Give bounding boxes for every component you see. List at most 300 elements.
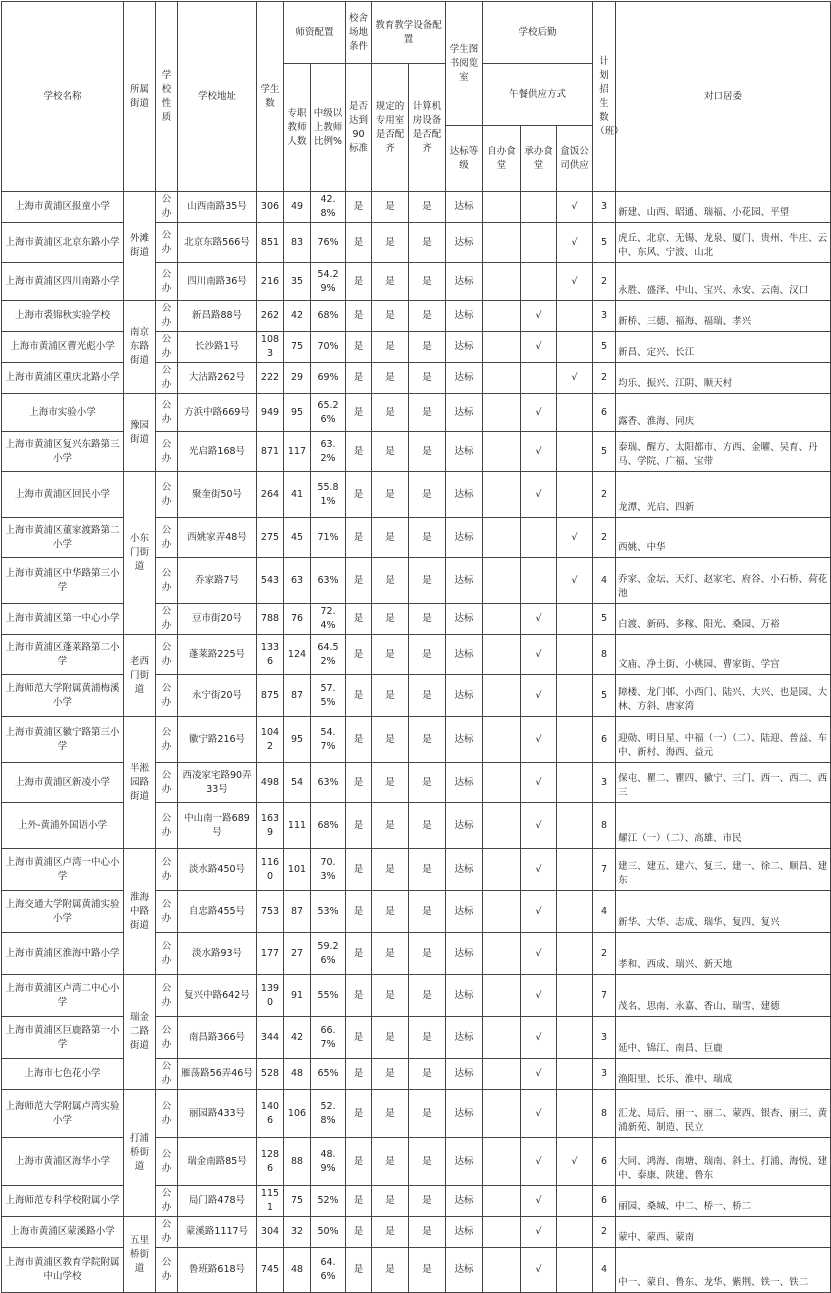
header-plan: 计划招生数（班）: [593, 2, 616, 192]
rooms-cell: 是: [372, 635, 409, 675]
nature-cell: 公办: [156, 1138, 178, 1186]
school-name-cell: 上海市黄浦区蓬莱路第二小学: [2, 635, 124, 675]
zone-cell: 蒙中、蒙西、蒙南: [616, 1217, 831, 1248]
computer-cell: 是: [409, 1186, 446, 1217]
box-cell: [557, 803, 593, 849]
contract-cell: √: [521, 803, 557, 849]
box-cell: [557, 1186, 593, 1217]
address-cell: 鲁班路618号: [178, 1248, 257, 1293]
address-cell: 山西南路35号: [178, 192, 257, 223]
zone-cell: 大同、鸿海、南塘、瑞南、斜土、打浦、海悦、建中、泰康、陕建、鲁东: [616, 1138, 831, 1186]
rooms-cell: 是: [372, 1138, 409, 1186]
table-body: [2, 192, 831, 1293]
site-cell: 是: [346, 1186, 372, 1217]
rooms-cell: 是: [372, 849, 409, 891]
district-cell: 豫园街道: [124, 394, 156, 472]
students-cell: 304: [257, 1217, 284, 1248]
zone-cell: 虎丘、北京、无锡、龙泉、厦门、贵州、牛庄、云中、东风、宁波、山北: [616, 223, 831, 263]
box-cell: [557, 1217, 593, 1248]
staff-cell: 87: [284, 891, 311, 933]
nature-cell: 公办: [156, 975, 178, 1017]
self-cell: [483, 717, 521, 763]
staff-cell: 42: [284, 301, 311, 332]
nature-cell: 公办: [156, 933, 178, 975]
contract-cell: √: [521, 472, 557, 518]
computer-cell: 是: [409, 472, 446, 518]
header-site: 校舍场地条件: [346, 2, 372, 64]
header-district: 所属街道: [124, 2, 156, 192]
staff-cell: 27: [284, 933, 311, 975]
plan-cell: 5: [593, 223, 616, 263]
address-cell: 大沽路262号: [178, 363, 257, 394]
plan-cell: 5: [593, 675, 616, 717]
school-name-cell: 上海市黄浦区四川南路小学: [2, 263, 124, 301]
ratio-cell: 55.81%: [311, 472, 346, 518]
staff-cell: 48: [284, 1248, 311, 1293]
district-cell: 五里桥街道: [124, 1217, 156, 1293]
zone-cell: 中一、蒙自、鲁东、龙华、紫荆、铁一、铁二: [616, 1248, 831, 1293]
contract-cell: [521, 518, 557, 558]
table-row: [2, 975, 831, 1017]
zone-cell: 延中、锦江、南昌、巨鹿: [616, 1017, 831, 1059]
address-cell: 自忠路455号: [178, 891, 257, 933]
students-cell: 222: [257, 363, 284, 394]
district-cell: 南京东路街道: [124, 301, 156, 394]
computer-cell: 是: [409, 192, 446, 223]
library-cell: 达标: [446, 891, 483, 933]
ratio-cell: 57.5%: [311, 675, 346, 717]
school-name-cell: 上海市黄浦区报童小学: [2, 192, 124, 223]
self-cell: [483, 1248, 521, 1293]
library-cell: 达标: [446, 1090, 483, 1138]
library-cell: 达标: [446, 518, 483, 558]
header-zone: 对口居委: [616, 2, 831, 192]
site-cell: 是: [346, 1248, 372, 1293]
school-name-cell: 上海市黄浦区卢湾二中心小学: [2, 975, 124, 1017]
header-address: 学校地址: [178, 2, 257, 192]
ratio-cell: 68%: [311, 803, 346, 849]
rooms-cell: 是: [372, 518, 409, 558]
contract-cell: [521, 263, 557, 301]
box-cell: √: [557, 558, 593, 604]
box-cell: [557, 1017, 593, 1059]
school-name-cell: 上海市黄浦区徽宁路第三小学: [2, 717, 124, 763]
box-cell: [557, 891, 593, 933]
school-name-cell: 上海市黄浦区董家渡路第二小学: [2, 518, 124, 558]
zone-cell: 建三、建五、建六、复三、建一、徐二、顺昌、建东: [616, 849, 831, 891]
plan-cell: 2: [593, 363, 616, 394]
computer-cell: 是: [409, 635, 446, 675]
nature-cell: 公办: [156, 558, 178, 604]
ratio-cell: 53%: [311, 891, 346, 933]
staff-cell: 76: [284, 604, 311, 635]
nature-cell: 公办: [156, 518, 178, 558]
library-cell: 达标: [446, 1017, 483, 1059]
district-cell: 淮海中路街道: [124, 849, 156, 975]
students-cell: 753: [257, 891, 284, 933]
plan-cell: 8: [593, 1090, 616, 1138]
rooms-cell: 是: [372, 332, 409, 363]
ratio-cell: 72.4%: [311, 604, 346, 635]
computer-cell: 是: [409, 1059, 446, 1090]
address-cell: 蒙溪路1117号: [178, 1217, 257, 1248]
plan-cell: 6: [593, 394, 616, 432]
nature-cell: 公办: [156, 1017, 178, 1059]
plan-cell: 8: [593, 635, 616, 675]
nature-cell: 公办: [156, 192, 178, 223]
library-cell: 达标: [446, 1138, 483, 1186]
contract-cell: √: [521, 332, 557, 363]
district-cell: 打浦桥街道: [124, 1090, 156, 1217]
staff-cell: 124: [284, 635, 311, 675]
header-students: 学生数: [257, 2, 284, 192]
staff-cell: 54: [284, 763, 311, 803]
rooms-cell: 是: [372, 558, 409, 604]
header-equip-rooms: 规定的专用室是否配齐: [372, 64, 409, 192]
library-cell: 达标: [446, 472, 483, 518]
site-cell: 是: [346, 301, 372, 332]
school-name-cell: 上海市黄浦区卢湾一中心小学: [2, 849, 124, 891]
self-cell: [483, 933, 521, 975]
staff-cell: 88: [284, 1138, 311, 1186]
computer-cell: 是: [409, 363, 446, 394]
plan-cell: 2: [593, 263, 616, 301]
address-cell: 局门路478号: [178, 1186, 257, 1217]
plan-cell: 3: [593, 1017, 616, 1059]
library-cell: 达标: [446, 558, 483, 604]
computer-cell: 是: [409, 432, 446, 472]
box-cell: [557, 1059, 593, 1090]
library-cell: 达标: [446, 675, 483, 717]
zone-cell: 龙潭、光启、四新: [616, 472, 831, 518]
rooms-cell: 是: [372, 472, 409, 518]
library-cell: 达标: [446, 1186, 483, 1217]
nature-cell: 公办: [156, 763, 178, 803]
students-cell: 1406: [257, 1090, 284, 1138]
zone-cell: 新桥、三德、福海、福瑞、孝兴: [616, 301, 831, 332]
plan-cell: 3: [593, 301, 616, 332]
rooms-cell: 是: [372, 223, 409, 263]
students-cell: 1083: [257, 332, 284, 363]
address-cell: 新昌路88号: [178, 301, 257, 332]
library-cell: 达标: [446, 849, 483, 891]
school-name-cell: 上海师范大学附属黄浦梅溪小学: [2, 675, 124, 717]
site-cell: 是: [346, 263, 372, 301]
computer-cell: 是: [409, 1217, 446, 1248]
site-cell: 是: [346, 363, 372, 394]
students-cell: 949: [257, 394, 284, 432]
header-lunch-contract: 承办食堂: [521, 126, 557, 192]
library-cell: 达标: [446, 1059, 483, 1090]
plan-cell: 4: [593, 891, 616, 933]
plan-cell: 3: [593, 1059, 616, 1090]
plan-cell: 6: [593, 1138, 616, 1186]
header-lunch-box: 盒饭公司供应: [557, 126, 593, 192]
school-name-cell: 上海市黄浦区北京东路小学: [2, 223, 124, 263]
address-cell: 西凌家宅路90弄33号: [178, 763, 257, 803]
students-cell: 745: [257, 1248, 284, 1293]
staff-cell: 101: [284, 849, 311, 891]
site-cell: 是: [346, 1090, 372, 1138]
self-cell: [483, 1059, 521, 1090]
site-cell: 是: [346, 1217, 372, 1248]
ratio-cell: 54.7%: [311, 717, 346, 763]
computer-cell: 是: [409, 394, 446, 432]
box-cell: [557, 717, 593, 763]
library-cell: 达标: [446, 363, 483, 394]
box-cell: √: [557, 363, 593, 394]
contract-cell: √: [521, 301, 557, 332]
contract-cell: [521, 558, 557, 604]
computer-cell: 是: [409, 223, 446, 263]
computer-cell: 是: [409, 558, 446, 604]
staff-cell: 95: [284, 717, 311, 763]
box-cell: [557, 472, 593, 518]
school-name-cell: 上海市黄浦区蒙溪路小学: [2, 1217, 124, 1248]
contract-cell: [521, 192, 557, 223]
ratio-cell: 63%: [311, 558, 346, 604]
table-row: [2, 635, 831, 675]
computer-cell: 是: [409, 1138, 446, 1186]
students-cell: 264: [257, 472, 284, 518]
staff-cell: 75: [284, 1186, 311, 1217]
site-cell: 是: [346, 675, 372, 717]
nature-cell: 公办: [156, 717, 178, 763]
plan-cell: 5: [593, 604, 616, 635]
table-row: [2, 472, 831, 518]
computer-cell: 是: [409, 301, 446, 332]
school-name-cell: 上海师范大学附属卢湾实验小学: [2, 1090, 124, 1138]
box-cell: [557, 933, 593, 975]
ratio-cell: 59.26%: [311, 933, 346, 975]
ratio-cell: 68%: [311, 301, 346, 332]
header-lunch: 午餐供应方式: [483, 64, 593, 126]
ratio-cell: 63.2%: [311, 432, 346, 472]
site-cell: 是: [346, 1138, 372, 1186]
contract-cell: √: [521, 1186, 557, 1217]
site-cell: 是: [346, 717, 372, 763]
address-cell: 淡水路450号: [178, 849, 257, 891]
header-site-sub: 是否达到90标准: [346, 64, 372, 192]
rooms-cell: 是: [372, 933, 409, 975]
header-staff: 师资配置: [284, 2, 346, 64]
computer-cell: 是: [409, 1017, 446, 1059]
address-cell: 豆市街20号: [178, 604, 257, 635]
staff-cell: 87: [284, 675, 311, 717]
nature-cell: 公办: [156, 1090, 178, 1138]
plan-cell: 3: [593, 763, 616, 803]
self-cell: [483, 432, 521, 472]
self-cell: [483, 849, 521, 891]
ratio-cell: 54.29%: [311, 263, 346, 301]
self-cell: [483, 975, 521, 1017]
contract-cell: √: [521, 717, 557, 763]
self-cell: [483, 192, 521, 223]
site-cell: 是: [346, 472, 372, 518]
box-cell: [557, 1090, 593, 1138]
library-cell: 达标: [446, 263, 483, 301]
zone-cell: 新华、大华、志成、瑞华、复四、复兴: [616, 891, 831, 933]
site-cell: 是: [346, 1017, 372, 1059]
rooms-cell: 是: [372, 301, 409, 332]
staff-cell: 117: [284, 432, 311, 472]
rooms-cell: 是: [372, 1090, 409, 1138]
district-cell: 瑞金二路街道: [124, 975, 156, 1090]
school-name-cell: 上海交通大学附属黄浦实验小学: [2, 891, 124, 933]
self-cell: [483, 518, 521, 558]
ratio-cell: 63%: [311, 763, 346, 803]
computer-cell: 是: [409, 675, 446, 717]
box-cell: √: [557, 223, 593, 263]
box-cell: [557, 1248, 593, 1293]
address-cell: 乔家路7号: [178, 558, 257, 604]
staff-cell: 106: [284, 1090, 311, 1138]
header-name: 学校名称: [2, 2, 124, 192]
rooms-cell: 是: [372, 803, 409, 849]
staff-cell: 49: [284, 192, 311, 223]
ratio-cell: 55%: [311, 975, 346, 1017]
address-cell: 雁荡路56弄46号: [178, 1059, 257, 1090]
students-cell: 177: [257, 933, 284, 975]
site-cell: 是: [346, 604, 372, 635]
site-cell: 是: [346, 763, 372, 803]
nature-cell: 公办: [156, 332, 178, 363]
plan-cell: 2: [593, 472, 616, 518]
box-cell: √: [557, 518, 593, 558]
library-cell: 达标: [446, 301, 483, 332]
self-cell: [483, 363, 521, 394]
rooms-cell: 是: [372, 394, 409, 432]
staff-cell: 29: [284, 363, 311, 394]
school-name-cell: 上海市七色花小学: [2, 1059, 124, 1090]
contract-cell: √: [521, 975, 557, 1017]
library-cell: 达标: [446, 975, 483, 1017]
students-cell: 1639: [257, 803, 284, 849]
rooms-cell: 是: [372, 717, 409, 763]
students-cell: 1336: [257, 635, 284, 675]
school-name-cell: 上海市黄浦区教育学院附属中山学校: [2, 1248, 124, 1293]
zone-cell: 耀江（一）（二）、高雄、市民: [616, 803, 831, 849]
table-row: [2, 394, 831, 432]
self-cell: [483, 301, 521, 332]
address-cell: 北京东路566号: [178, 223, 257, 263]
zone-cell: 露香、淮海、同庆: [616, 394, 831, 432]
self-cell: [483, 891, 521, 933]
plan-cell: 6: [593, 717, 616, 763]
computer-cell: 是: [409, 1090, 446, 1138]
nature-cell: 公办: [156, 849, 178, 891]
contract-cell: √: [521, 1090, 557, 1138]
ratio-cell: 65.26%: [311, 394, 346, 432]
contract-cell: √: [521, 604, 557, 635]
computer-cell: 是: [409, 717, 446, 763]
box-cell: √: [557, 1138, 593, 1186]
site-cell: 是: [346, 635, 372, 675]
site-cell: 是: [346, 933, 372, 975]
table-row: [2, 192, 831, 223]
nature-cell: 公办: [156, 1059, 178, 1090]
self-cell: [483, 763, 521, 803]
students-cell: 528: [257, 1059, 284, 1090]
contract-cell: √: [521, 1248, 557, 1293]
school-name-cell: 上海市黄浦区曹光彪小学: [2, 332, 124, 363]
table-row: [2, 1090, 831, 1138]
ratio-cell: 52%: [311, 1186, 346, 1217]
contract-cell: √: [521, 635, 557, 675]
header-support: 学校后勤: [483, 2, 593, 64]
computer-cell: 是: [409, 518, 446, 558]
box-cell: [557, 301, 593, 332]
table-row: [2, 1217, 831, 1248]
plan-cell: 5: [593, 332, 616, 363]
staff-cell: 48: [284, 1059, 311, 1090]
rooms-cell: 是: [372, 675, 409, 717]
self-cell: [483, 1138, 521, 1186]
nature-cell: 公办: [156, 223, 178, 263]
zone-cell: 新建、山西、昭通、瑞福、小花园、平望: [616, 192, 831, 223]
ratio-cell: 65%: [311, 1059, 346, 1090]
library-cell: 达标: [446, 763, 483, 803]
school-name-cell: 上海市黄浦区新凌小学: [2, 763, 124, 803]
self-cell: [483, 1090, 521, 1138]
site-cell: 是: [346, 518, 372, 558]
box-cell: [557, 394, 593, 432]
zone-cell: 丽园、桑城、中二、桥一、桥二: [616, 1186, 831, 1217]
rooms-cell: 是: [372, 604, 409, 635]
zone-cell: 孝和、西成、瑞兴、新天地: [616, 933, 831, 975]
staff-cell: 91: [284, 975, 311, 1017]
zone-cell: 迎勋、明日星、中福（一）（二）、陆迎、普益、车中、新村、海西、益元: [616, 717, 831, 763]
computer-cell: 是: [409, 891, 446, 933]
contract-cell: √: [521, 763, 557, 803]
school-name-cell: 上海市裘锦秋实验学校: [2, 301, 124, 332]
school-name-cell: 上海市黄浦区巨鹿路第一小学: [2, 1017, 124, 1059]
site-cell: 是: [346, 849, 372, 891]
plan-cell: 7: [593, 975, 616, 1017]
plan-cell: 2: [593, 933, 616, 975]
site-cell: 是: [346, 1059, 372, 1090]
zone-cell: 渔阳里、长乐、淮中、瑞成: [616, 1059, 831, 1090]
students-cell: 543: [257, 558, 284, 604]
contract-cell: [521, 223, 557, 263]
students-cell: 851: [257, 223, 284, 263]
address-cell: 光启路168号: [178, 432, 257, 472]
rooms-cell: 是: [372, 891, 409, 933]
rooms-cell: 是: [372, 263, 409, 301]
computer-cell: 是: [409, 803, 446, 849]
ratio-cell: 71%: [311, 518, 346, 558]
library-cell: 达标: [446, 394, 483, 432]
students-cell: 306: [257, 192, 284, 223]
contract-cell: √: [521, 1138, 557, 1186]
staff-cell: 35: [284, 263, 311, 301]
address-cell: 长沙路1号: [178, 332, 257, 363]
self-cell: [483, 604, 521, 635]
address-cell: 聚奎街50号: [178, 472, 257, 518]
library-cell: 达标: [446, 432, 483, 472]
address-cell: 淡水路93号: [178, 933, 257, 975]
site-cell: 是: [346, 394, 372, 432]
students-cell: 1390: [257, 975, 284, 1017]
ratio-cell: 42.8%: [311, 192, 346, 223]
ratio-cell: 48.9%: [311, 1138, 346, 1186]
plan-cell: 4: [593, 1248, 616, 1293]
contract-cell: √: [521, 1017, 557, 1059]
ratio-cell: 64.6%: [311, 1248, 346, 1293]
school-name-cell: 上海市黄浦区中华路第三小学: [2, 558, 124, 604]
students-cell: 344: [257, 1017, 284, 1059]
ratio-cell: 76%: [311, 223, 346, 263]
